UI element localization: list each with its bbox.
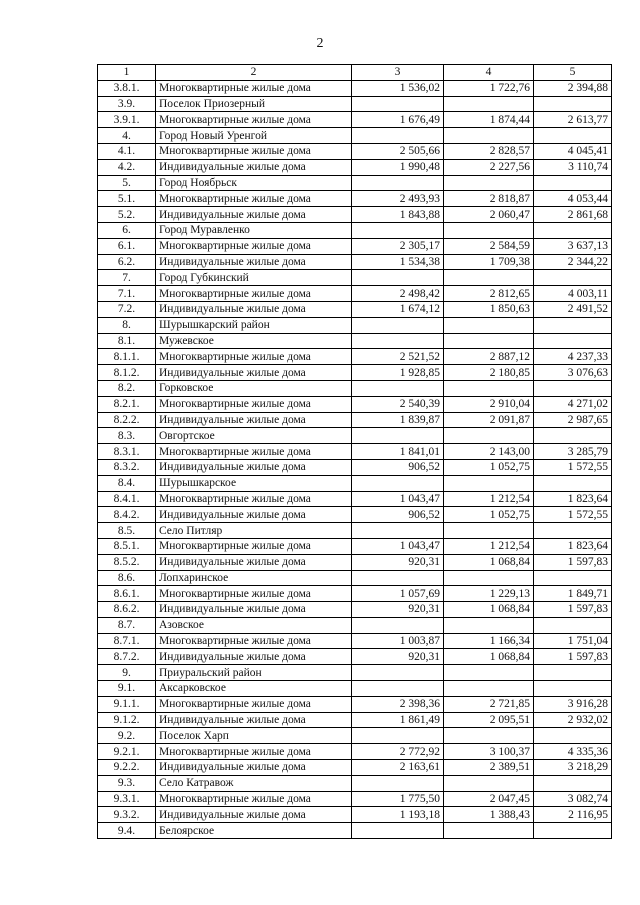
value-cell-3 [352, 128, 444, 144]
row-number-cell: 9.1. [98, 681, 156, 697]
value-cell-5 [534, 617, 612, 633]
value-cell-4: 1 212,54 [444, 491, 534, 507]
value-cell-5: 2 491,52 [534, 301, 612, 317]
value-cell-4: 1 722,76 [444, 80, 534, 96]
row-name-cell: Индивидуальные жилые дома [156, 602, 352, 618]
value-cell-5 [534, 728, 612, 744]
header-cell: 2 [156, 65, 352, 81]
table-row [98, 444, 612, 460]
value-cell-5 [534, 380, 612, 396]
table-row [98, 159, 612, 175]
table-row [98, 396, 612, 412]
value-cell-4: 1 166,34 [444, 633, 534, 649]
value-cell-5: 1 751,04 [534, 633, 612, 649]
table-row [98, 775, 612, 791]
value-cell-4 [444, 428, 534, 444]
table-row [98, 791, 612, 807]
row-name-cell: Индивидуальные жилые дома [156, 760, 352, 776]
value-cell-4: 1 052,75 [444, 507, 534, 523]
row-number-cell: 8.1.1. [98, 349, 156, 365]
value-cell-5: 2 116,95 [534, 807, 612, 823]
row-number-cell: 8.4.2. [98, 507, 156, 523]
value-cell-5: 1 849,71 [534, 586, 612, 602]
value-cell-4: 1 068,84 [444, 554, 534, 570]
table-row [98, 649, 612, 665]
row-number-cell: 9.3.2. [98, 807, 156, 823]
row-name-cell: Многоквартирные жилые дома [156, 791, 352, 807]
value-cell-3: 1 057,69 [352, 586, 444, 602]
value-cell-3: 920,31 [352, 554, 444, 570]
value-cell-4: 1 388,43 [444, 807, 534, 823]
table-row [98, 807, 612, 823]
row-number-cell: 8.1. [98, 333, 156, 349]
row-number-cell: 6.1. [98, 238, 156, 254]
row-number-cell: 3.8.1. [98, 80, 156, 96]
value-cell-3: 2 163,61 [352, 760, 444, 776]
row-number-cell: 7. [98, 270, 156, 286]
row-number-cell: 8.3.1. [98, 444, 156, 460]
row-name-cell: Азовское [156, 617, 352, 633]
value-cell-4 [444, 96, 534, 112]
value-cell-3: 2 493,93 [352, 191, 444, 207]
value-cell-4 [444, 681, 534, 697]
row-number-cell: 8.5. [98, 523, 156, 539]
table-row [98, 696, 612, 712]
row-number-cell: 4.1. [98, 143, 156, 159]
value-cell-3: 1 928,85 [352, 365, 444, 381]
row-number-cell: 9.2.1. [98, 744, 156, 760]
value-cell-4 [444, 270, 534, 286]
row-number-cell: 8.7. [98, 617, 156, 633]
row-number-cell: 8.7.2. [98, 649, 156, 665]
row-number-cell: 9.3. [98, 775, 156, 791]
value-cell-5: 4 053,44 [534, 191, 612, 207]
table-row [98, 270, 612, 286]
row-name-cell: Индивидуальные жилые дома [156, 459, 352, 475]
row-number-cell: 5. [98, 175, 156, 191]
row-number-cell: 8.2.2. [98, 412, 156, 428]
value-cell-4: 1 850,63 [444, 301, 534, 317]
value-cell-4: 1 229,13 [444, 586, 534, 602]
table-row [98, 523, 612, 539]
value-cell-5 [534, 317, 612, 333]
row-name-cell: Индивидуальные жилые дома [156, 365, 352, 381]
value-cell-5 [534, 175, 612, 191]
value-cell-5: 2 394,88 [534, 80, 612, 96]
value-cell-5 [534, 222, 612, 238]
row-name-cell: Лопхаринское [156, 570, 352, 586]
value-cell-5: 2 987,65 [534, 412, 612, 428]
row-name-cell: Овгортское [156, 428, 352, 444]
value-cell-4: 2 095,51 [444, 712, 534, 728]
value-cell-4: 2 910,04 [444, 396, 534, 412]
value-cell-5 [534, 775, 612, 791]
row-name-cell: Многоквартирные жилые дома [156, 491, 352, 507]
value-cell-4 [444, 222, 534, 238]
row-name-cell: Многоквартирные жилые дома [156, 586, 352, 602]
value-cell-5 [534, 665, 612, 681]
row-name-cell: Город Новый Уренгой [156, 128, 352, 144]
table-row [98, 349, 612, 365]
row-name-cell: Многоквартирные жилые дома [156, 80, 352, 96]
value-cell-5: 2 613,77 [534, 112, 612, 128]
table-row [98, 412, 612, 428]
value-cell-3: 1 003,87 [352, 633, 444, 649]
value-cell-5 [534, 128, 612, 144]
value-cell-4: 1 874,44 [444, 112, 534, 128]
row-name-cell: Город Губкинский [156, 270, 352, 286]
row-name-cell: Поселок Харп [156, 728, 352, 744]
value-cell-3 [352, 175, 444, 191]
row-name-cell: Многоквартирные жилые дома [156, 112, 352, 128]
row-name-cell: Шурышкарское [156, 475, 352, 491]
table-row [98, 333, 612, 349]
table-row [98, 222, 612, 238]
value-cell-5: 2 861,68 [534, 207, 612, 223]
row-number-cell: 9.2.2. [98, 760, 156, 776]
row-number-cell: 9.1.2. [98, 712, 156, 728]
value-cell-3: 2 521,52 [352, 349, 444, 365]
value-cell-3 [352, 775, 444, 791]
table-row [98, 681, 612, 697]
table-row [98, 570, 612, 586]
table-row [98, 712, 612, 728]
table-row [98, 191, 612, 207]
table-row [98, 507, 612, 523]
row-number-cell: 8.2. [98, 380, 156, 396]
row-name-cell: Многоквартирные жилые дома [156, 238, 352, 254]
value-cell-3 [352, 317, 444, 333]
row-name-cell: Аксарковское [156, 681, 352, 697]
table-row [98, 617, 612, 633]
row-name-cell: Многоквартирные жилые дома [156, 286, 352, 302]
row-number-cell: 8.5.2. [98, 554, 156, 570]
header-cell: 3 [352, 65, 444, 81]
value-cell-4: 2 812,65 [444, 286, 534, 302]
header-cell: 5 [534, 65, 612, 81]
value-cell-4: 2 047,45 [444, 791, 534, 807]
value-cell-3: 1 775,50 [352, 791, 444, 807]
table-row [98, 554, 612, 570]
table-row [98, 823, 612, 839]
row-name-cell: Многоквартирные жилые дома [156, 444, 352, 460]
value-cell-4 [444, 617, 534, 633]
table-row [98, 254, 612, 270]
row-number-cell: 3.9. [98, 96, 156, 112]
value-cell-4: 1 068,84 [444, 649, 534, 665]
row-number-cell: 8. [98, 317, 156, 333]
value-cell-3: 1 861,49 [352, 712, 444, 728]
table-row [98, 80, 612, 96]
value-cell-5: 4 003,11 [534, 286, 612, 302]
value-cell-4: 1 068,84 [444, 602, 534, 618]
row-number-cell: 9.2. [98, 728, 156, 744]
value-cell-3 [352, 96, 444, 112]
value-cell-3: 1 839,87 [352, 412, 444, 428]
value-cell-4: 2 818,87 [444, 191, 534, 207]
value-cell-5 [534, 475, 612, 491]
value-cell-3 [352, 823, 444, 839]
row-name-cell: Многоквартирные жилые дома [156, 191, 352, 207]
value-cell-3 [352, 428, 444, 444]
value-cell-4: 2 227,56 [444, 159, 534, 175]
row-name-cell: Мужевское [156, 333, 352, 349]
value-cell-3: 1 990,48 [352, 159, 444, 175]
value-cell-3: 2 772,92 [352, 744, 444, 760]
row-number-cell: 7.2. [98, 301, 156, 317]
value-cell-5: 4 237,33 [534, 349, 612, 365]
value-cell-4 [444, 823, 534, 839]
table-row [98, 665, 612, 681]
table-row [98, 586, 612, 602]
value-cell-3: 2 305,17 [352, 238, 444, 254]
value-cell-5: 1 823,64 [534, 491, 612, 507]
row-name-cell: Многоквартирные жилые дома [156, 744, 352, 760]
table-row [98, 760, 612, 776]
row-name-cell: Село Катравож [156, 775, 352, 791]
value-cell-4: 2 143,00 [444, 444, 534, 460]
row-name-cell: Индивидуальные жилые дома [156, 507, 352, 523]
value-cell-5: 1 823,64 [534, 538, 612, 554]
value-cell-5: 3 285,79 [534, 444, 612, 460]
value-cell-4: 2 828,57 [444, 143, 534, 159]
page-number: 2 [316, 36, 324, 51]
value-cell-3: 1 534,38 [352, 254, 444, 270]
value-cell-4: 2 721,85 [444, 696, 534, 712]
row-number-cell: 8.6.1. [98, 586, 156, 602]
row-name-cell: Поселок Приозерный [156, 96, 352, 112]
value-cell-3 [352, 380, 444, 396]
table-row [98, 744, 612, 760]
value-cell-4 [444, 175, 534, 191]
row-name-cell: Приуральский район [156, 665, 352, 681]
row-name-cell: Многоквартирные жилые дома [156, 696, 352, 712]
table-header-row [98, 65, 612, 81]
value-cell-3: 2 505,66 [352, 143, 444, 159]
value-cell-5: 3 218,29 [534, 760, 612, 776]
table-row [98, 143, 612, 159]
row-name-cell: Индивидуальные жилые дома [156, 412, 352, 428]
value-cell-5 [534, 823, 612, 839]
row-number-cell: 8.3. [98, 428, 156, 444]
row-name-cell: Многоквартирные жилые дома [156, 633, 352, 649]
row-name-cell: Город Муравленко [156, 222, 352, 238]
value-cell-5: 4 335,36 [534, 744, 612, 760]
value-cell-3: 906,52 [352, 507, 444, 523]
row-name-cell: Индивидуальные жилые дома [156, 207, 352, 223]
value-cell-3 [352, 333, 444, 349]
row-name-cell: Индивидуальные жилые дома [156, 301, 352, 317]
table-row [98, 428, 612, 444]
value-cell-3 [352, 222, 444, 238]
table-row [98, 96, 612, 112]
value-cell-3: 1 043,47 [352, 538, 444, 554]
value-cell-5: 3 637,13 [534, 238, 612, 254]
value-cell-5: 3 916,28 [534, 696, 612, 712]
table-row [98, 317, 612, 333]
value-cell-3: 906,52 [352, 459, 444, 475]
value-cell-5 [534, 270, 612, 286]
value-cell-5: 1 597,83 [534, 554, 612, 570]
row-number-cell: 9.1.1. [98, 696, 156, 712]
row-name-cell: Индивидуальные жилые дома [156, 254, 352, 270]
value-cell-5: 2 932,02 [534, 712, 612, 728]
value-cell-3: 2 540,39 [352, 396, 444, 412]
row-name-cell: Индивидуальные жилые дома [156, 159, 352, 175]
value-cell-5: 4 271,02 [534, 396, 612, 412]
row-number-cell: 4.2. [98, 159, 156, 175]
value-cell-5: 3 082,74 [534, 791, 612, 807]
value-cell-3 [352, 523, 444, 539]
value-cell-3: 1 843,88 [352, 207, 444, 223]
value-cell-3: 1 193,18 [352, 807, 444, 823]
table-row [98, 301, 612, 317]
row-name-cell: Горковское [156, 380, 352, 396]
value-cell-4 [444, 475, 534, 491]
row-number-cell: 8.6.2. [98, 602, 156, 618]
value-cell-3: 920,31 [352, 602, 444, 618]
value-cell-3: 1 841,01 [352, 444, 444, 460]
row-number-cell: 6. [98, 222, 156, 238]
row-name-cell: Многоквартирные жилые дома [156, 396, 352, 412]
row-number-cell: 9. [98, 665, 156, 681]
row-name-cell: Шурышкарский район [156, 317, 352, 333]
row-number-cell: 9.3.1. [98, 791, 156, 807]
row-number-cell: 3.9.1. [98, 112, 156, 128]
value-cell-5 [534, 96, 612, 112]
value-cell-3: 1 043,47 [352, 491, 444, 507]
row-name-cell: Индивидуальные жилые дома [156, 554, 352, 570]
value-cell-5 [534, 681, 612, 697]
value-cell-5: 1 572,55 [534, 459, 612, 475]
value-cell-3 [352, 570, 444, 586]
row-number-cell: 6.2. [98, 254, 156, 270]
value-cell-4: 2 887,12 [444, 349, 534, 365]
value-cell-4 [444, 523, 534, 539]
value-cell-4 [444, 333, 534, 349]
value-cell-5 [534, 428, 612, 444]
value-cell-3 [352, 617, 444, 633]
value-cell-3: 1 536,02 [352, 80, 444, 96]
value-cell-3: 1 676,49 [352, 112, 444, 128]
value-cell-4: 2 091,87 [444, 412, 534, 428]
value-cell-4: 1 212,54 [444, 538, 534, 554]
value-cell-4: 3 100,37 [444, 744, 534, 760]
value-cell-5: 4 045,41 [534, 143, 612, 159]
value-cell-5 [534, 333, 612, 349]
value-cell-4 [444, 570, 534, 586]
value-cell-3 [352, 681, 444, 697]
table-row [98, 128, 612, 144]
table-row [98, 633, 612, 649]
value-cell-5 [534, 570, 612, 586]
value-cell-3: 920,31 [352, 649, 444, 665]
row-number-cell: 8.2.1. [98, 396, 156, 412]
table-row [98, 602, 612, 618]
table-row [98, 475, 612, 491]
value-cell-4 [444, 775, 534, 791]
value-cell-5: 1 572,55 [534, 507, 612, 523]
value-cell-4 [444, 380, 534, 396]
table-row [98, 112, 612, 128]
row-number-cell: 8.7.1. [98, 633, 156, 649]
value-cell-4: 1 709,38 [444, 254, 534, 270]
row-name-cell: Село Питляр [156, 523, 352, 539]
row-number-cell: 9.4. [98, 823, 156, 839]
value-cell-3: 1 674,12 [352, 301, 444, 317]
value-cell-3 [352, 728, 444, 744]
header-cell: 4 [444, 65, 534, 81]
value-cell-4: 2 180,85 [444, 365, 534, 381]
row-number-cell: 7.1. [98, 286, 156, 302]
value-cell-5: 1 597,83 [534, 602, 612, 618]
value-cell-5: 3 110,74 [534, 159, 612, 175]
row-number-cell: 8.6. [98, 570, 156, 586]
row-name-cell: Многоквартирные жилые дома [156, 349, 352, 365]
value-cell-3: 2 498,42 [352, 286, 444, 302]
table-row [98, 538, 612, 554]
value-cell-3: 2 398,36 [352, 696, 444, 712]
value-cell-4: 2 060,47 [444, 207, 534, 223]
table-row [98, 238, 612, 254]
value-cell-4 [444, 317, 534, 333]
row-number-cell: 8.1.2. [98, 365, 156, 381]
value-cell-5 [534, 523, 612, 539]
value-cell-5: 1 597,83 [534, 649, 612, 665]
value-cell-3 [352, 665, 444, 681]
value-cell-5: 3 076,63 [534, 365, 612, 381]
row-name-cell: Многоквартирные жилые дома [156, 538, 352, 554]
value-cell-4: 2 584,59 [444, 238, 534, 254]
row-number-cell: 8.4. [98, 475, 156, 491]
table-row [98, 459, 612, 475]
row-name-cell: Индивидуальные жилые дома [156, 807, 352, 823]
table-row [98, 286, 612, 302]
row-name-cell: Белоярское [156, 823, 352, 839]
value-cell-3 [352, 475, 444, 491]
value-cell-4 [444, 665, 534, 681]
value-cell-4: 1 052,75 [444, 459, 534, 475]
row-number-cell: 5.2. [98, 207, 156, 223]
price-table [97, 64, 612, 839]
row-name-cell: Индивидуальные жилые дома [156, 712, 352, 728]
value-cell-5: 2 344,22 [534, 254, 612, 270]
row-name-cell: Индивидуальные жилые дома [156, 649, 352, 665]
row-name-cell: Город Ноябрьск [156, 175, 352, 191]
table-row [98, 365, 612, 381]
row-number-cell: 4. [98, 128, 156, 144]
value-cell-4 [444, 128, 534, 144]
row-number-cell: 8.4.1. [98, 491, 156, 507]
table-row [98, 491, 612, 507]
header-cell: 1 [98, 65, 156, 81]
row-number-cell: 8.3.2. [98, 459, 156, 475]
table-row [98, 207, 612, 223]
value-cell-4 [444, 728, 534, 744]
value-cell-4: 2 389,51 [444, 760, 534, 776]
row-number-cell: 5.1. [98, 191, 156, 207]
row-number-cell: 8.5.1. [98, 538, 156, 554]
table-row [98, 728, 612, 744]
row-name-cell: Многоквартирные жилые дома [156, 143, 352, 159]
table-row [98, 175, 612, 191]
table-row [98, 380, 612, 396]
value-cell-3 [352, 270, 444, 286]
